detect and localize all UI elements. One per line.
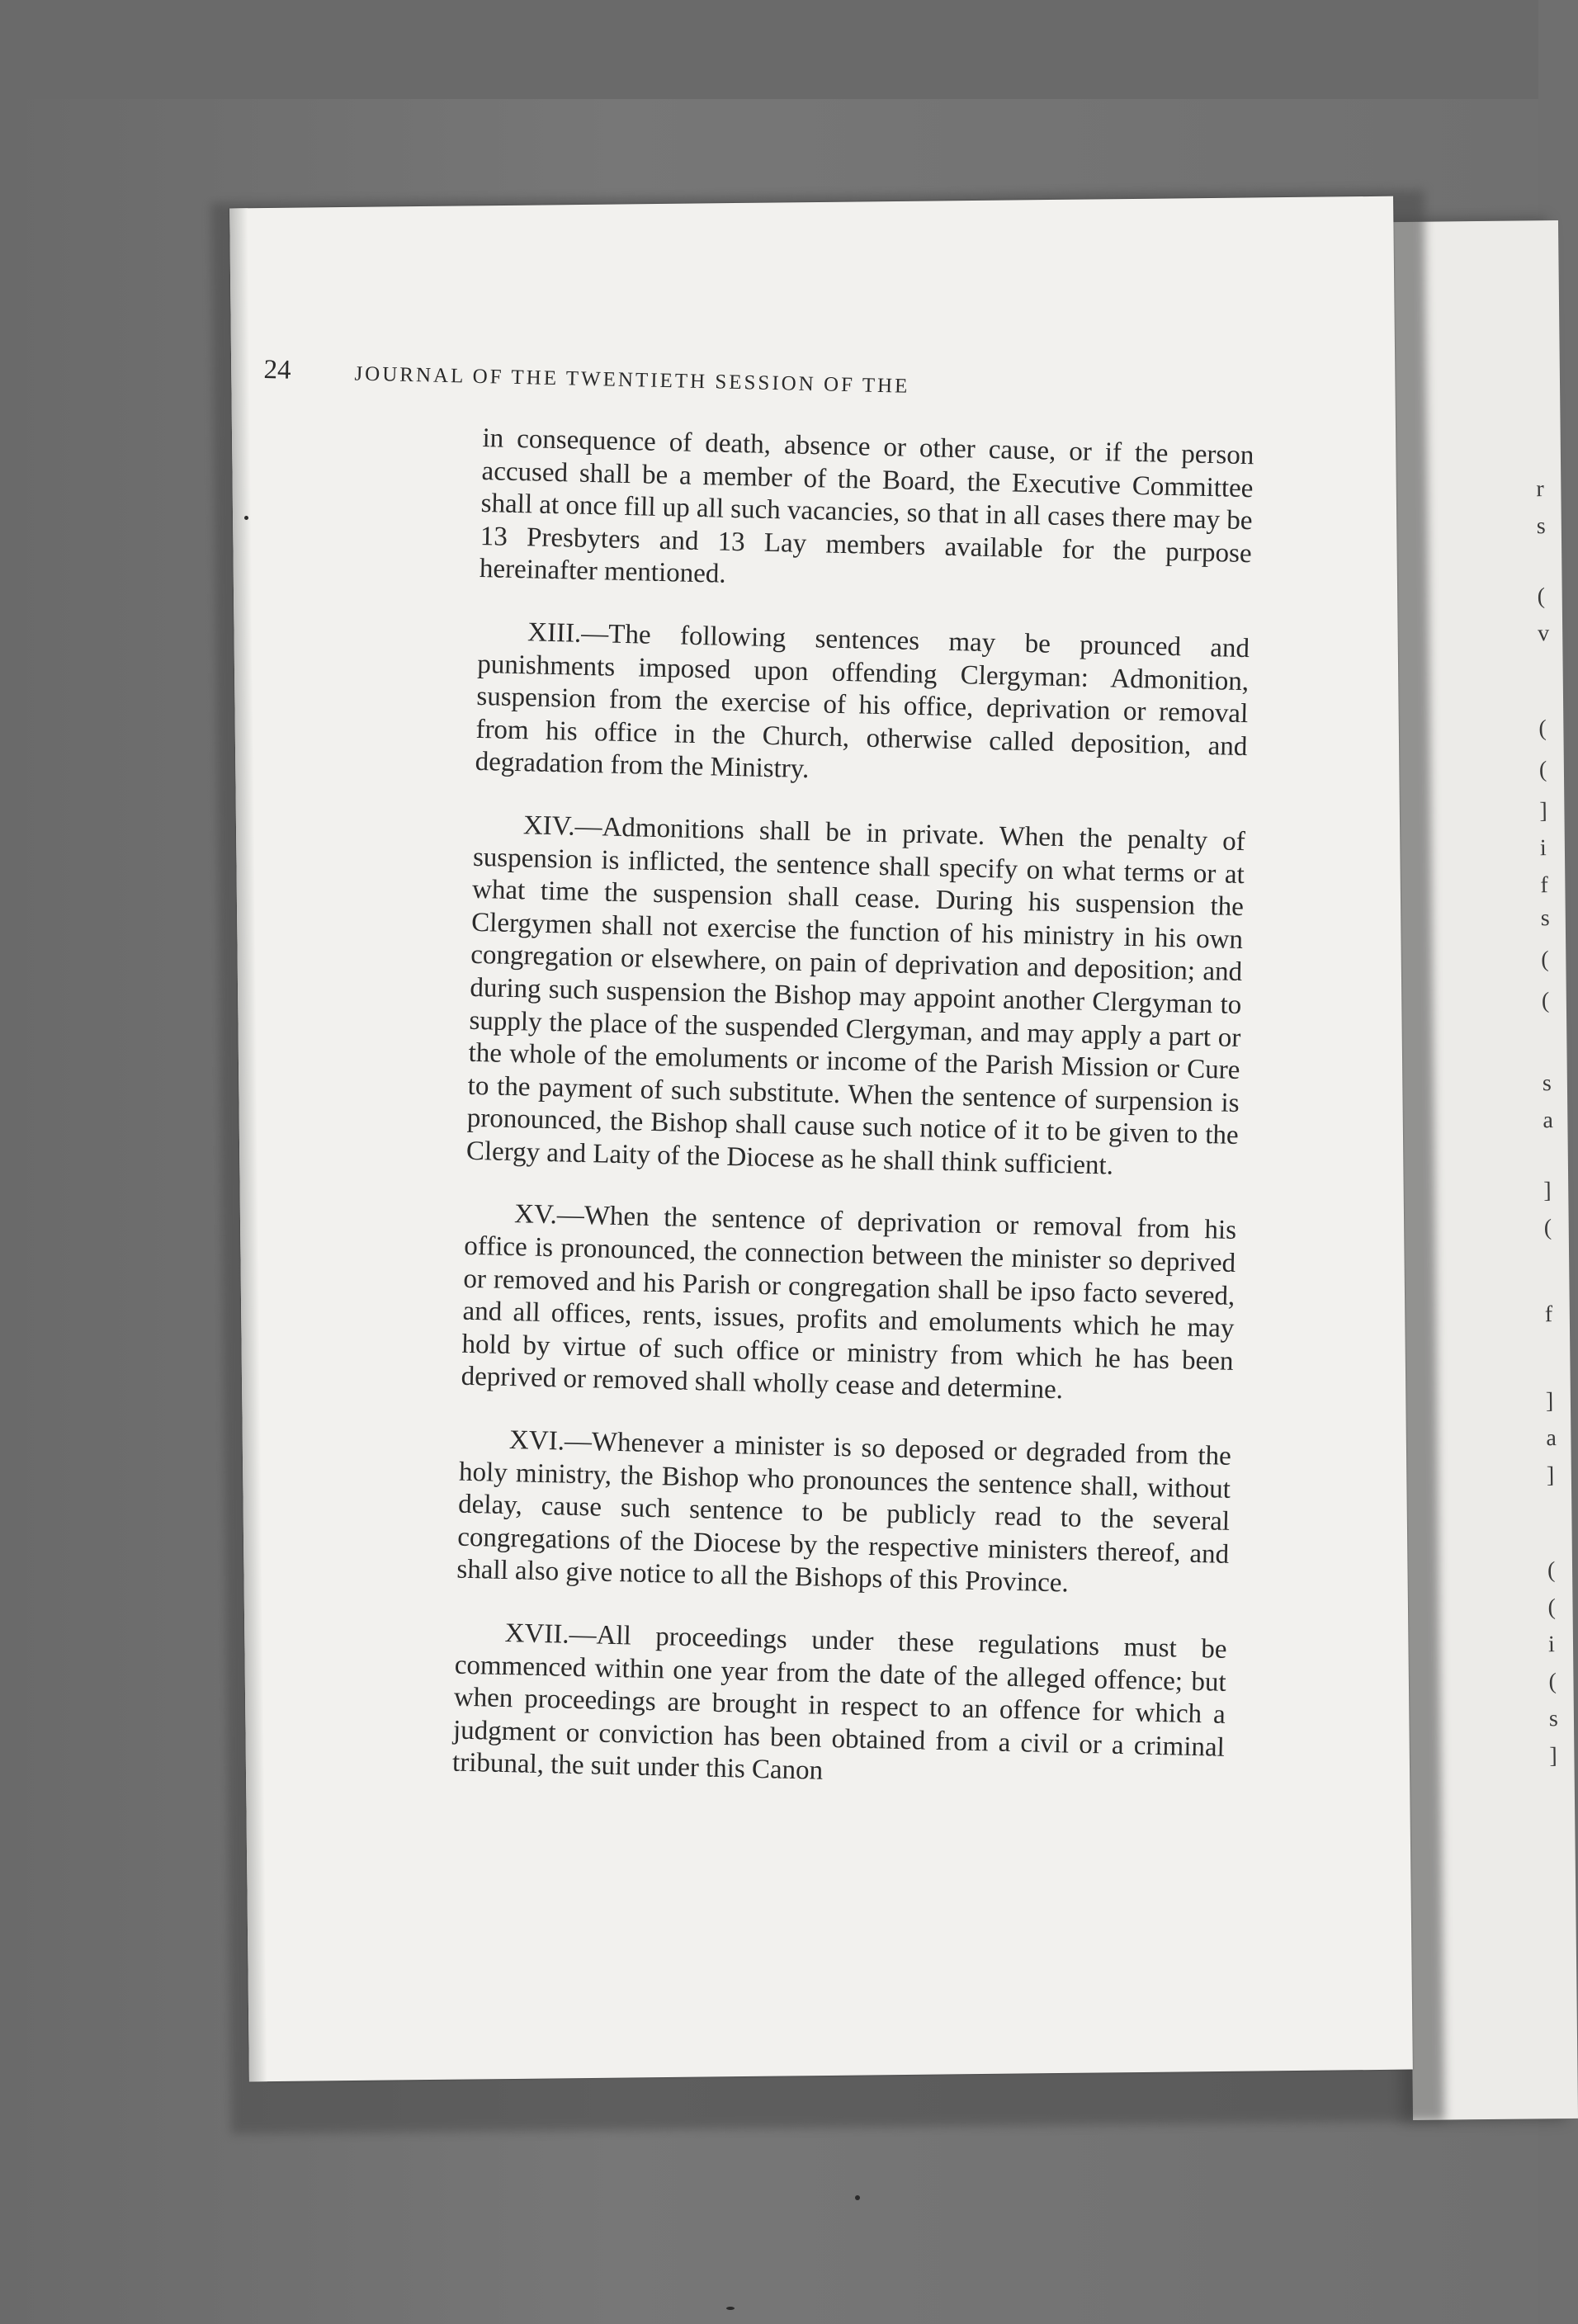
fragment-char: ] xyxy=(1546,1462,1555,1489)
fragment-char: a xyxy=(1543,1108,1553,1134)
paragraph-article-xv: XV.—When the sentence of deprivation or removal from his office is pronounced, the connection between the minister so deprived or removed and his Parish or congregation shall be ipso facto severed, and all offices, rents, issues, profits and emoluments which he may hold by virtue of such office or ministry from which he has been deprived or removed shall wholly cease and determine. xyxy=(461,1199,1237,1405)
dust-speck xyxy=(726,2307,735,2310)
fragment-char: f xyxy=(1540,872,1548,899)
fragment-char: ] xyxy=(1543,1178,1552,1204)
fragment-char: v xyxy=(1538,621,1550,647)
page-number: 24 xyxy=(263,355,291,385)
fragment-char: ( xyxy=(1547,1557,1556,1584)
fragment-char: a xyxy=(1546,1425,1557,1452)
fragment-char: s xyxy=(1540,905,1550,932)
fragment-char: ( xyxy=(1538,716,1547,742)
fragment-char: s xyxy=(1536,513,1546,540)
dust-speck xyxy=(244,516,248,520)
fragment-char: ( xyxy=(1543,1215,1552,1241)
running-title: JOURNAL OF THE TWENTIETH SESSION OF THE xyxy=(354,362,910,398)
fragment-char: ( xyxy=(1547,1594,1557,1621)
fragment-char: ( xyxy=(1541,947,1549,973)
fragment-char: f xyxy=(1544,1301,1553,1328)
fragment-char: ] xyxy=(1549,1743,1557,1769)
paragraph-article-xiii: XIII.—The following sentences may be prounced and punishments imposed upon offending Clergyman: Admonition, suspension from the exercise of his office, deprivation or removal from his office in the Church, otherwise called deposition, and degradation from the Ministry. xyxy=(475,617,1250,785)
paragraph-article-xiv: XIV.—Admonitions shall be in private. When the penalty of suspension is inflicted, the sentence shall specify on what terms or at what time the suspension shall cease. During his suspension the Clergymen shall not exercise the function of his ministry in his own congregation or elsewhere, on pain of deprivation and deposition; and during such suspension the Bishop may appoint another Clergyman to supply the place of the suspended Clergyman, and may apply a part or the whole of the emoluments or income of the Parish Mission or Cure to the payment of such substitute. When the sentence of surpension is pronounced, the Bishop shall cause such notice of it to be given to the Clergy and Laity of the Diocese as he shall think sufficient. xyxy=(465,810,1246,1181)
fragment-char: ] xyxy=(1545,1388,1554,1415)
fragment-char: ] xyxy=(1539,798,1547,824)
fragment-char: i xyxy=(1539,835,1547,862)
fragment-char: ( xyxy=(1537,583,1546,610)
dust-speck xyxy=(855,2195,860,2200)
fragment-char: ( xyxy=(1548,1669,1557,1695)
paragraph-continuation: in consequence of death, absence or other cause, or if the person accused shall be a member of the Board, the Executive Committee shall at once fill up all such vacancies, so that in all cases there may be 13 Presbyters and 13 Lay members available for the purpose hereinafter mentioned. xyxy=(479,423,1254,590)
fragment-char: s xyxy=(1548,1706,1559,1732)
fragment-char: s xyxy=(1542,1070,1552,1097)
scanner-background-band xyxy=(0,0,1538,99)
fragment-char: i xyxy=(1547,1632,1555,1658)
paragraph-article-xvi: XVI.—Whenever a minister is so deposed or degraded from the holy ministry, the Bishop who pronounces the sentence shall, without delay, cause such sentence to be publicly read to the several congregations of the Diocese by the respective ministers thereof, and shall also give notice to all the Bishops of this Province. xyxy=(456,1425,1232,1599)
page-body xyxy=(451,423,1254,1827)
fragment-char: r xyxy=(1536,476,1544,503)
fragment-char: ( xyxy=(1538,757,1547,783)
fragment-char: ( xyxy=(1541,988,1550,1014)
paragraph-article-xvii: XVII.—All proceedings under these regulations must be commenced within one year from the date of the alleged offence; but when proceedings are brought in respect to an offence for which a judgment or conviction has been obtained from a civil or a criminal tribunal, the suit under this Canon xyxy=(451,1618,1227,1787)
